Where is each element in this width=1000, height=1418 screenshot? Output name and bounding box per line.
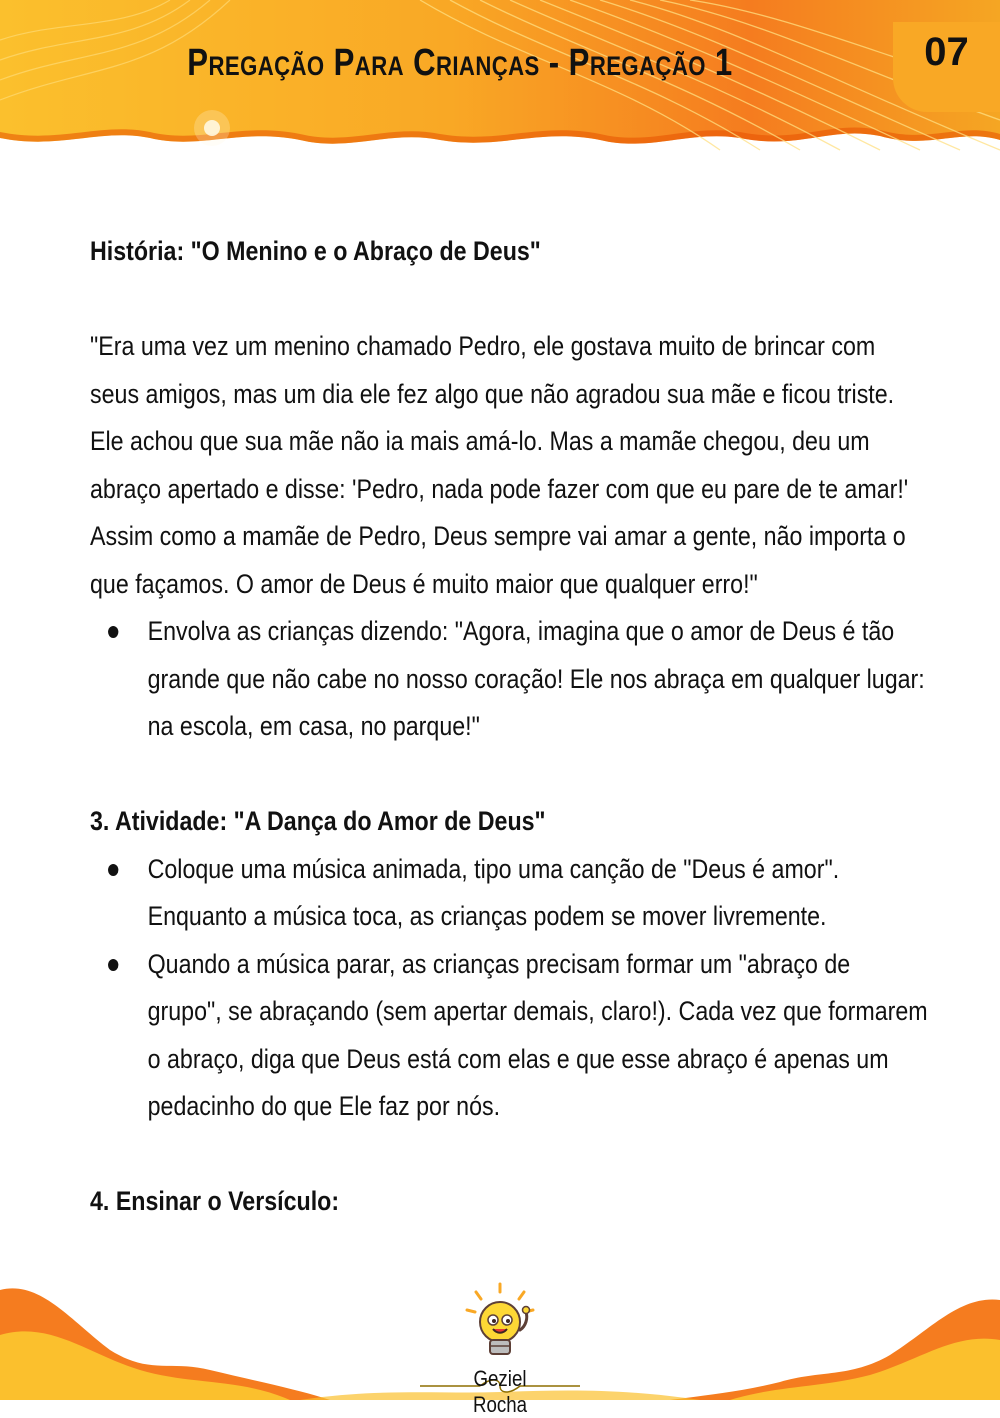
logo-name: Geziel Rocha <box>472 1366 528 1417</box>
bullet-icon <box>108 959 118 971</box>
footer <box>0 1260 1000 1417</box>
list-item <box>90 608 929 751</box>
header-title: Pregação Para Crianças - Pregação 1 <box>187 42 733 84</box>
logo <box>440 1280 560 1417</box>
list-item <box>90 846 929 941</box>
bullet-icon <box>108 626 118 638</box>
list-item-text: Coloque uma música animada, tipo uma canção de "Deus é amor". Enquanto a música toca, as crianças podem se mover livremente. <box>147 853 840 931</box>
story-heading: História: "O Menino e o Abraço de Deus" <box>90 236 541 266</box>
activity-heading: 3. Atividade: "A Dança do Amor de Deus" <box>90 806 546 836</box>
activity-bullet-list <box>90 846 929 1131</box>
story-bullet-list <box>90 608 929 751</box>
header-banner <box>0 0 1000 165</box>
list-item-text: Quando a música parar, as crianças precisam formar um "abraço de grupo", se abraçando (sem apertar demais, claro!). Cada vez que formarem o abraço, diga que Deus está com elas e que esse abraço é apenas um pedacinho do que Ele faz por nós. <box>147 948 928 1121</box>
page-number: 07 <box>893 22 1000 112</box>
lightbulb-mascot-icon <box>440 1280 560 1370</box>
list-item-text: Envolva as crianças dizendo: "Agora, imagina que o amor de Deus é tão grande que não cabe no nosso coração! Ele nos abraça em qualquer lugar: na escola, em casa, no parque!" <box>147 616 925 741</box>
content-body <box>90 228 930 1226</box>
list-item <box>90 941 929 1131</box>
story-text: "Era uma vez um menino chamado Pedro, ele gostava muito de brincar com seus amigos, mas um dia ele fez algo que não agradou sua mãe e ficou triste. Ele achou que sua mãe não ia mais amá-lo. Mas a mamãe chegou, deu um abraço apertado e disse: 'Pedro, nada pode fazer com que eu pare de te amar!' Assim como a mamãe de Pedro, Deus sempre vai amar a gente, não importa o que façamos. O amor de Deus é muito maior que qualquer erro!" <box>90 331 909 599</box>
verse-heading: 4. Ensinar o Versículo: <box>90 1186 340 1216</box>
bullet-icon <box>108 864 118 876</box>
